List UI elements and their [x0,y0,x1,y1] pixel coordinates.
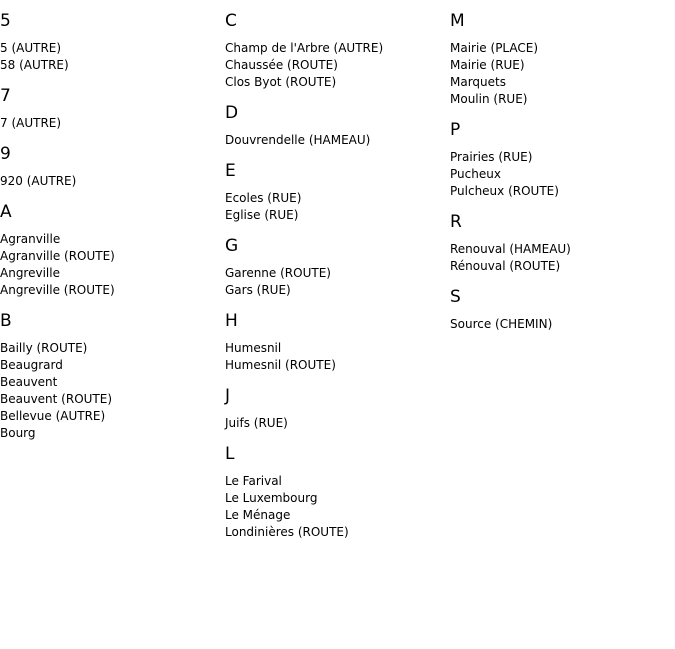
letter-section-5 [0,10,225,74]
index-column-2 [225,0,450,541]
street-link-beauvent[interactable]: Beauvent [0,375,58,389]
entry-list [0,40,225,74]
letter-section-p [450,119,675,200]
street-link-renouval-route[interactable]: Rénouval (ROUTE) [450,259,561,273]
letter-heading: H [225,311,238,331]
letter-section-b [0,310,225,442]
street-link-humesnil-route[interactable]: Humesnil (ROUTE) [225,358,336,372]
street-link-gars-rue[interactable]: Gars (RUE) [225,283,291,297]
entry-list [450,316,675,333]
street-link-agranville[interactable]: Agranville [0,232,61,246]
street-link-juifs-rue[interactable]: Juifs (RUE) [225,416,288,430]
letter-heading: S [450,287,461,307]
entry-list [0,231,225,299]
street-link-7-autre[interactable]: 7 (AUTRE) [0,116,62,130]
street-link-ecoles-rue[interactable]: Ecoles (RUE) [225,191,302,205]
letter-section-s [450,286,675,333]
letter-section-7 [0,85,225,132]
street-link-bourg[interactable]: Bourg [0,426,36,440]
street-link-le-luxembourg[interactable]: Le Luxembourg [225,491,318,505]
street-link-clos-byot-route[interactable]: Clos Byot (ROUTE) [225,75,337,89]
letter-section-c [225,10,450,91]
street-link-beaugrard[interactable]: Beaugrard [0,358,63,372]
letter-section-m [450,10,675,108]
letter-heading: J [225,386,231,406]
street-link-londinieres-route[interactable]: Londinières (ROUTE) [225,525,349,539]
letter-section-e [225,160,450,224]
entry-list [0,340,225,442]
entry-list [450,241,675,275]
letter-section-a [0,201,225,299]
street-link-pulcheux-route[interactable]: Pulcheux (ROUTE) [450,184,559,198]
letter-section-r [450,211,675,275]
letter-heading: P [450,120,461,140]
letter-section-g [225,235,450,299]
entry-list [225,190,450,224]
letter-heading: A [0,202,12,222]
entry-list [450,149,675,200]
street-link-marquets[interactable]: Marquets [450,75,506,89]
letter-heading: 9 [0,144,11,164]
letter-heading: B [0,311,12,331]
street-link-5-autre[interactable]: 5 (AUTRE) [0,41,62,55]
letter-section-9 [0,143,225,190]
letter-heading: 5 [0,11,11,31]
street-link-chaussee-route[interactable]: Chaussée (ROUTE) [225,58,338,72]
index-column-1 [0,0,225,442]
street-link-moulin-rue[interactable]: Moulin (RUE) [450,92,528,106]
street-link-garenne-route[interactable]: Garenne (ROUTE) [225,266,331,280]
letter-section-d [225,102,450,149]
entry-list [450,40,675,108]
street-link-mairie-place[interactable]: Mairie (PLACE) [450,41,539,55]
entry-list [225,40,450,91]
street-link-920-autre[interactable]: 920 (AUTRE) [0,174,77,188]
entry-list [0,173,225,190]
letter-heading: 7 [0,86,11,106]
letter-heading: M [450,11,465,31]
letter-heading: C [225,11,237,31]
street-link-angreville-route[interactable]: Angreville (ROUTE) [0,283,115,297]
street-link-humesnil[interactable]: Humesnil [225,341,282,355]
letter-heading: R [450,212,462,232]
letter-heading: E [225,161,236,181]
street-link-source-chemin[interactable]: Source (CHEMIN) [450,317,553,331]
letter-section-l [225,443,450,541]
entry-list [225,415,450,432]
street-link-angreville[interactable]: Angreville [0,266,60,280]
street-link-bailly-route[interactable]: Bailly (ROUTE) [0,341,88,355]
index-column-3 [450,0,675,333]
street-link-mairie-rue[interactable]: Mairie (RUE) [450,58,525,72]
letter-heading: L [225,444,235,464]
entry-list [0,115,225,132]
letter-section-j [225,385,450,432]
entry-list [225,132,450,149]
letter-heading: D [225,103,239,123]
street-link-agranville-route[interactable]: Agranville (ROUTE) [0,249,115,263]
street-link-le-menage[interactable]: Le Ménage [225,508,291,522]
street-link-le-farival[interactable]: Le Farival [225,474,282,488]
entry-list [225,265,450,299]
street-link-champ-de-l-arbre-autre[interactable]: Champ de l'Arbre (AUTRE) [225,41,384,55]
entry-list [225,473,450,541]
letter-section-h [225,310,450,374]
street-link-prairies-rue[interactable]: Prairies (RUE) [450,150,533,164]
street-link-58-autre[interactable]: 58 (AUTRE) [0,58,69,72]
street-link-bellevue-autre[interactable]: Bellevue (AUTRE) [0,409,106,423]
street-link-douvrendelle-hameau[interactable]: Douvrendelle (HAMEAU) [225,133,371,147]
street-link-eglise-rue[interactable]: Eglise (RUE) [225,208,299,222]
entry-list [225,340,450,374]
street-link-renouval-hameau[interactable]: Renouval (HAMEAU) [450,242,571,256]
letter-heading: G [225,236,239,256]
street-link-beauvent-route[interactable]: Beauvent (ROUTE) [0,392,113,406]
street-link-pucheux[interactable]: Pucheux [450,167,501,181]
